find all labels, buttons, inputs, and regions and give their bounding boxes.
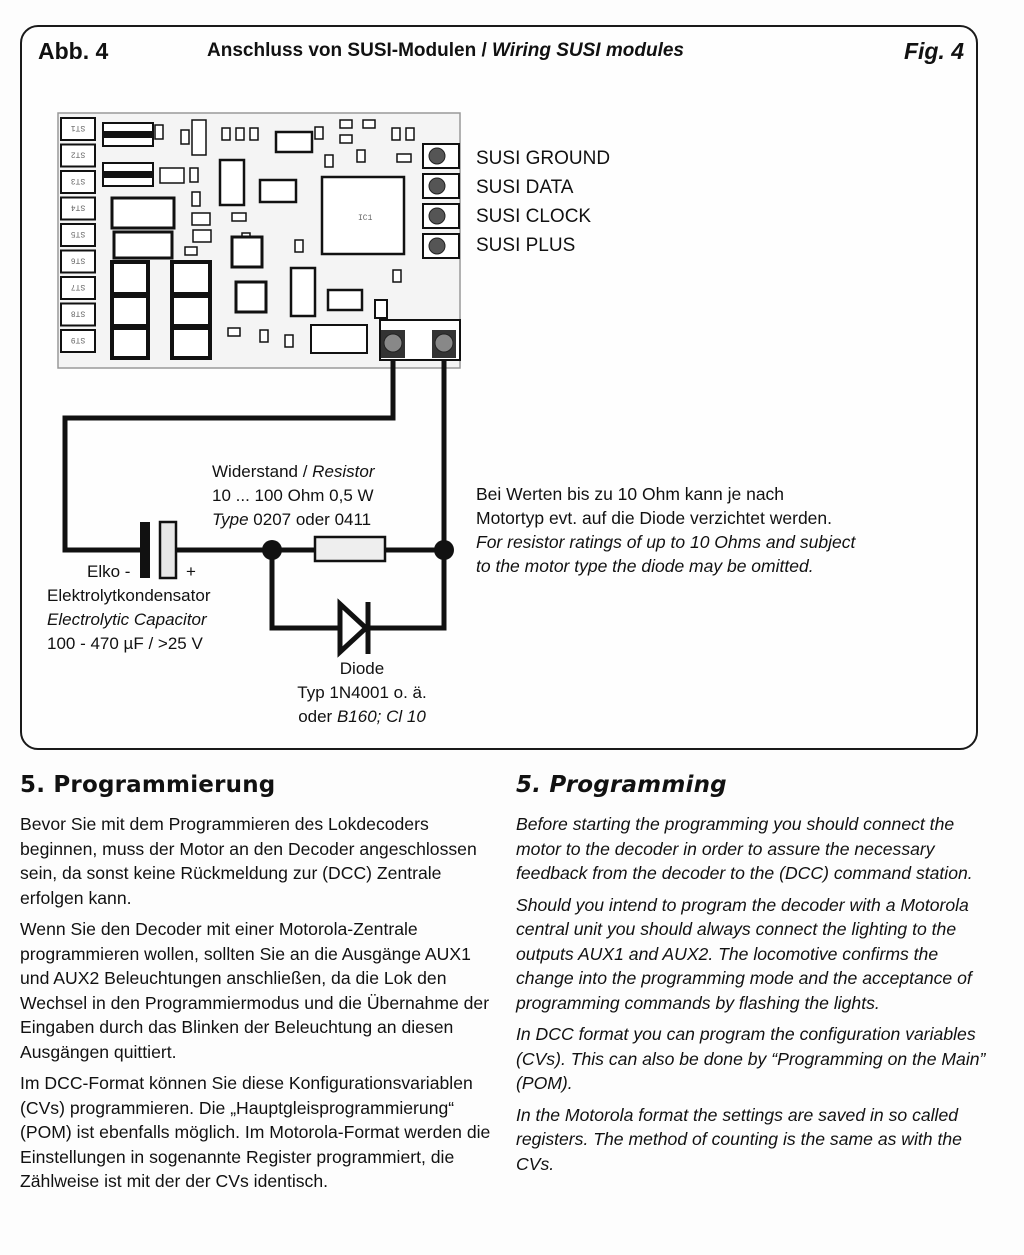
resistor-r29 <box>375 300 387 318</box>
capacitor-value: 100 - 470 µF / >25 V <box>47 634 203 653</box>
capacitor-c2a <box>114 232 172 258</box>
diode-alt-types: B160; Cl 10 <box>336 707 426 726</box>
diode-type: Typ 1N4001 o. ä. <box>297 683 427 702</box>
junction-left <box>262 540 282 560</box>
paragraph-de: Bevor Sie mit dem Programmieren des Lokdecoders beginnen, muss der Motor an den Decoder angeschlossen sein, da sonst keine Rückmeldung zur (DCC) Zentrale erfolgen kann. <box>20 814 477 908</box>
susi-plus-pad <box>429 238 445 254</box>
resistor-type-label: Type <box>212 510 249 529</box>
resistor-value: 10 ... 100 Ohm 0,5 W <box>212 486 374 505</box>
capacitor-negative-plate <box>140 522 150 578</box>
susi-data-label: SUSI DATA <box>476 177 574 198</box>
figure-title-de: Anschluss von SUSI-Modulen / <box>207 40 487 61</box>
capacitor-c2b <box>172 262 210 294</box>
diode-d3 <box>112 198 174 228</box>
diode-label <box>262 657 462 729</box>
resistor-label <box>212 460 375 532</box>
junction-right <box>434 540 454 560</box>
edge-connector-label: ST3 <box>70 176 86 185</box>
pcb-edge-connectors <box>61 118 95 352</box>
diode-name: Diode <box>339 659 385 678</box>
resistor-note <box>476 482 855 578</box>
chip-t6 <box>232 237 262 267</box>
edge-connector-label: ST8 <box>70 308 86 318</box>
figure-label-en: Fig. 4 <box>903 38 964 64</box>
section-programming-en <box>516 768 986 1183</box>
capacitor-label <box>47 584 210 656</box>
edge-connector-label: ST5 <box>70 229 86 238</box>
diode-d6 <box>112 262 148 294</box>
paragraph-en: Before starting the programming you should connect the motor to the decoder in order to assure the necessary feedback from the decoder to the (DCC) command station. <box>516 814 973 883</box>
capacitor-c8 <box>291 268 315 316</box>
note-en-line1: For resistor ratings of up to 10 Ohms and subject <box>476 532 856 552</box>
susi-plus-label: SUSI PLUS <box>476 235 576 256</box>
note-de-line2: Motortyp evt. auf die Diode verzichtet werden. <box>476 508 833 528</box>
transistor-t1 <box>260 180 296 202</box>
figure-title-en: Wiring SUSI modules <box>492 40 684 61</box>
capacitor-c7 <box>112 328 148 358</box>
resistor-type-value: 0207 oder 0411 <box>253 510 372 529</box>
paragraph-de: Wenn Sie den Decoder mit einer Motorola-Zentrale programmieren wollen, sollten Sie an die Ausgänge AUX1 und AUX2 Beleuchtungen anschließen, da die Lok den Wechsel in den Programmiermodus und die Übernahme der Eingaben durch das Blinken der Beleuchtung an diesen Ausgängen quittiert. <box>20 919 490 1062</box>
capacitor-minus-label: Elko - <box>87 562 131 581</box>
ic1-label: IC1 <box>358 214 373 223</box>
chip-t7 <box>236 282 266 312</box>
note-de-line1: Bei Werten bis zu 10 Ohm kann je nach <box>476 484 785 504</box>
susi-data-pad <box>429 178 445 194</box>
susi-ground-label: SUSI GROUND <box>476 148 611 169</box>
edge-connector-label: ST2 <box>70 149 86 159</box>
edge-connector-label: ST6 <box>70 255 86 265</box>
diode-alt-prefix: oder <box>298 707 333 726</box>
diode-d5 <box>112 296 148 326</box>
note-en-line2: to the motor type the diode may be omitted. <box>476 556 814 576</box>
resistor-r19 <box>311 325 367 353</box>
edge-connector-label: ST9 <box>70 335 86 344</box>
capacitor-name-en: Electrolytic Capacitor <box>47 610 207 629</box>
transistor-t8 <box>276 132 312 152</box>
inductor-l2-core <box>103 171 153 178</box>
output-pad-left <box>384 334 402 352</box>
resistor-label-en: Resistor <box>312 462 375 481</box>
susi-clock-label: SUSI CLOCK <box>476 206 592 227</box>
diode-symbol <box>340 604 366 652</box>
diode-d8 <box>172 328 210 358</box>
section-heading-de: 5. Programmierung <box>20 772 276 798</box>
paragraph-en: In the Motorola format the settings are saved in so called registers. The method of counting is the same as with the CVs. <box>516 1104 962 1174</box>
capacitor-name-de: Elektrolytkondensator <box>47 586 211 605</box>
decoder-pcb <box>58 113 460 368</box>
section-programming-de <box>20 768 495 1201</box>
paragraph-en: In DCC format you can program the configuration variables (CVs). This can also be done by “Programming on the Main” (POM). <box>516 1024 986 1093</box>
capacitor-plus-label: + <box>186 562 196 581</box>
resistor-symbol <box>315 537 385 561</box>
paragraph-de: Im DCC-Format können Sie diese Konfigurationsvariablen (CVs) programmieren. Die „Hauptgleisprogrammierung“ (POM) ist ebenfalls möglich. Im Motorola-Format werden die Einstellungen in sogenannte Register programmiert, die Zählweise ist mit der der CVs identisch. <box>20 1073 491 1191</box>
transistor-t3 <box>220 160 244 205</box>
diode-d1 <box>172 296 210 326</box>
figure-label-de: Abb. 4 <box>38 38 109 64</box>
capacitor-positive-plate <box>160 522 176 578</box>
output-pad-right <box>435 334 453 352</box>
paragraph-en: Should you intend to program the decoder with a Motorola central unit you should always connect the lighting to the outputs AUX1 and AUX2. The locomotive confirms the change into the programming mode and the acceptance of programming commands by flashing the lights. <box>516 894 972 1013</box>
resistor-label-de: Widerstand / <box>212 462 308 481</box>
susi-clock-pad <box>429 208 445 224</box>
edge-connector-label: ST4 <box>70 202 86 212</box>
inductor-l1-core <box>103 131 153 138</box>
edge-connector-label: ST7 <box>70 282 86 291</box>
section-heading-en: 5. Programming <box>516 772 727 798</box>
susi-ground-pad <box>429 148 445 164</box>
edge-connector-label: ST1 <box>70 123 86 132</box>
transistor-t5 <box>328 290 362 310</box>
